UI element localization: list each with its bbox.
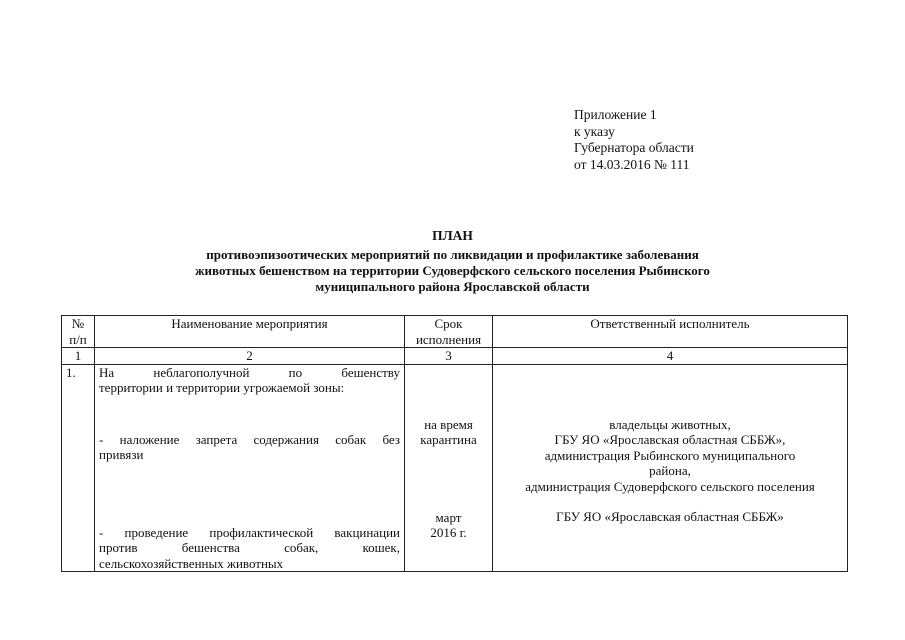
item-2-exec-line-1: ГБУ ЯО «Ярославская областная СББЖ» [556, 509, 784, 524]
item-1-exec-line-2: ГБУ ЯО «Ярославская областная СББЖ», [554, 432, 786, 447]
header-term [405, 316, 493, 348]
header-term-line-2: исполнения [415, 331, 482, 347]
plan-subtitle-line-2: животных бешенством на территории Судоверфского сельского поселения Рыбинского [195, 263, 710, 278]
plan-subtitle-line-3: муниципального района Ярославской области [315, 279, 590, 294]
item-1-name-line-1: - наложение запрета содержания собак без [99, 431, 400, 447]
col-number-1: 1 [62, 348, 95, 365]
annex-block [574, 107, 694, 173]
header-num-line-1: № [71, 316, 85, 331]
header-executor: Ответственный исполнитель [493, 316, 848, 348]
item-1-name-line-2: привязи [99, 447, 144, 462]
plan-title: ПЛАН [432, 228, 473, 243]
row-1-num: 1. [62, 364, 95, 572]
row-1-intro-line-2: территории и территории угрожаемой зоны: [99, 380, 345, 395]
annex-line-3: Губернатора области [574, 140, 694, 155]
header-num [62, 316, 95, 348]
row-1-term [405, 364, 493, 572]
item-1-exec-line-5: администрация Судоверфского сельского поселения [525, 478, 815, 494]
row-1-executor [493, 364, 848, 572]
item-2-term-line-2: 2016 г. [430, 525, 467, 540]
annex-line-2: к указу [574, 123, 615, 139]
plan-subtitle-line-1: противоэпизоотических мероприятий по ликвидации и профилактике заболевания [206, 247, 699, 262]
table-header-row [62, 316, 848, 348]
header-term-line-1: Срок [434, 316, 463, 331]
item-1-exec-line-3: администрация Рыбинского муниципального [544, 447, 796, 463]
header-num-line-2: п/п [69, 331, 87, 347]
item-1-term-line-2: карантина [420, 432, 477, 447]
col-number-2: 2 [95, 348, 405, 365]
plan-subtitle [0, 247, 905, 295]
item-2-term-line-1: март [435, 509, 462, 525]
plan-table [61, 315, 848, 572]
column-number-row [62, 348, 848, 365]
item-1-exec-line-4: района, [649, 463, 691, 478]
table-row [62, 364, 848, 572]
item-2-name-line-2: против бешенства собак, кошек, [99, 540, 400, 555]
row-1-intro-line-1: На неблагополучной по бешенству [99, 364, 400, 380]
col-number-4: 4 [493, 348, 848, 365]
item-1-term-line-1: на время [424, 416, 473, 432]
row-1-name [95, 364, 405, 572]
col-number-3: 3 [405, 348, 493, 365]
item-2-name-line-1: - проведение профилактической вакцинации [99, 524, 400, 540]
annex-line-1: Приложение 1 [574, 107, 657, 122]
annex-line-4: от 14.03.2016 № 111 [574, 156, 690, 172]
header-name: Наименование мероприятия [95, 316, 405, 348]
item-2-name-line-3: сельскохозяйственных животных [99, 555, 284, 571]
item-1-exec-line-1: владельцы животных, [609, 416, 731, 432]
